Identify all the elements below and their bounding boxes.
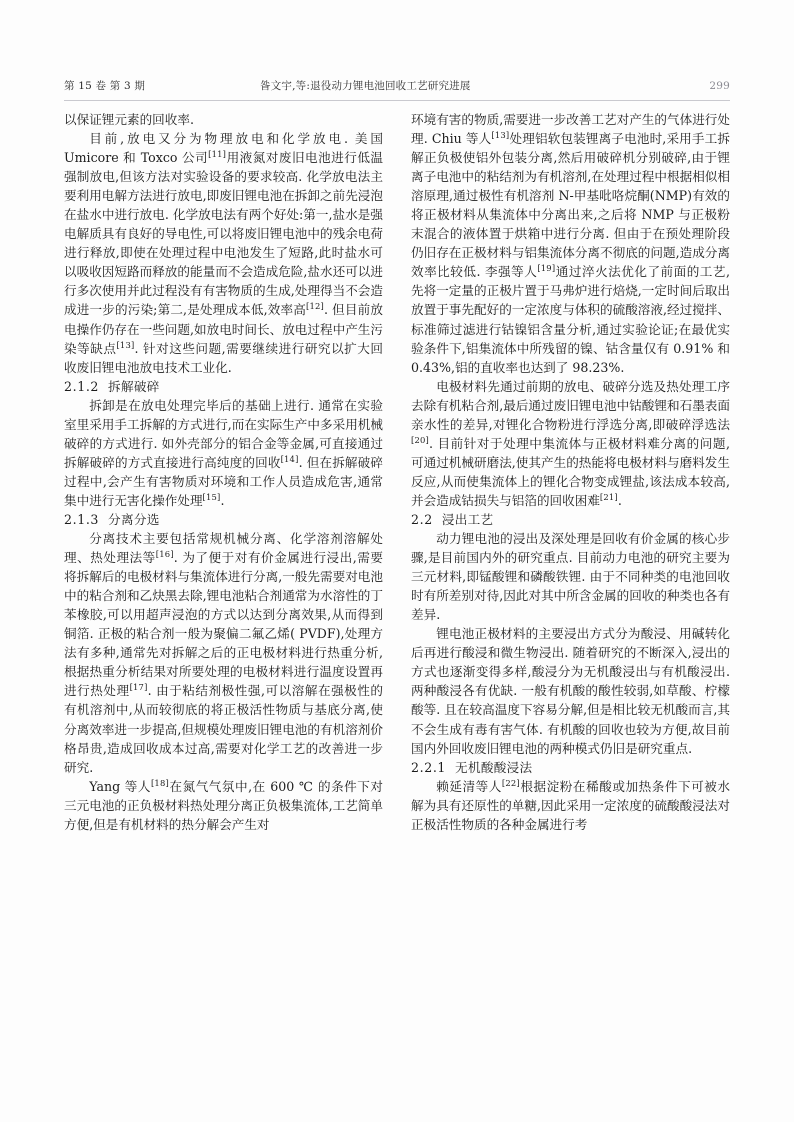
running-head-volume-issue: 第 15 卷 第 3 期 (64, 80, 146, 92)
running-head-article-title: 昝文宇,等:退役动力锂电池回收工艺研究进展 (260, 80, 471, 92)
right-column (411, 110, 730, 834)
body-paragraph: 拆卸是在放电处理完毕后的基础上进行. 通常在实验室里采用手工拆解的方式进行,而在实际生产中多采用机械破碎的方式进行. 如外壳部分的铝合金等金属,可直接通过拆解破碎的方式直接进行高纯度的回收[14]. 但在拆解破碎过程中,会产生有害物质对环境和工作人员造成危害,通常集中进行无害化操作处理[15]. (64, 397, 383, 508)
running-head (64, 78, 730, 96)
body-paragraph: 锂电池正极材料的主要浸出方式分为酸浸、用碱转化后再进行酸浸和微生物浸出. 随着研究的不断深入,浸出的方式也逐渐变得多样,酸浸分为无机酸浸出与有机酸浸出. 两种酸浸各有优缺. 一般有机酸的酸性较弱,如草酸、柠檬酸等. 且在较高温度下容易分解,但是相比较无机酸而言,其不会生成有毒有害气体. 有机酸的回收也较为方便,故目前国内外回收废旧锂电池的两种模式仍旧是研究重点. (411, 626, 730, 756)
page-content-area (64, 78, 730, 834)
citation-marker[interactable]: [12] (306, 301, 325, 312)
section-heading (411, 510, 730, 529)
citation-marker[interactable]: [13] (491, 129, 510, 140)
section-heading (411, 758, 730, 777)
citation-marker[interactable]: [16] (155, 548, 174, 559)
section-number: 2.1.2 (64, 378, 100, 394)
header-rule (64, 100, 730, 101)
citation-marker[interactable]: [14] (280, 453, 299, 464)
body-paragraph: 动力锂电池的浸出及深处理是回收有价金属的核心步骤,是目前国内外的研究重点. 目前动力电池的研究主要为三元材料,即锰酸锂和磷酸铁锂. 由于不同种类的电池回收时有所差别对待,因此对其中所含金属的回收的种类也各有差异. (411, 531, 730, 623)
section-title: 浸出工艺 (441, 511, 494, 527)
citation-marker[interactable]: [13] (116, 339, 135, 350)
citation-marker[interactable]: [18] (150, 777, 169, 788)
body-paragraph: 以保证锂元素的回收率. (64, 112, 194, 127)
citation-marker[interactable]: [20] (411, 434, 429, 445)
section-heading (64, 377, 383, 396)
body-paragraph: 环境有害的物质,需要进一步改善工艺对产生的气体进行处理. Chiu 等人[13]处理铝软包装锂离子电池时,采用手工拆解正负极使铝外包装分离,然后用破碎机分别破碎,由于锂离子电池中的粘结剂为有机溶剂,在处理过程中根据相似相溶原理,通过极性有机溶剂 N-甲基吡咯烷酮(NMP)有效的将正极材料从集流体中分离出来,之后将 NMP 与正极粉末混合的液体置于烘箱中进行分离. 但由于在预处理阶段仍旧存在正极材料与铝集流体分离不彻底的问题,造成分离效率比较低. 李强等人[19]通过淬火法优化了前面的工艺,先将一定量的正极片置于马弗炉进行焙烧,一定时间后取出放置于事先配好的一定浓度与体积的硫酸溶液,经过搅拌、标准筛过滤进行钴镍铝含量分析,通过实验论证;在最优实验条件下,铝集流体中所残留的镍、钴含量仅有 0.91% 和 0.43%,铝的直收率也达到了 98.23%. (411, 112, 730, 375)
citation-marker[interactable]: [11] (208, 148, 227, 159)
section-title: 无机酸酸浸法 (455, 759, 533, 775)
citation-marker[interactable]: [22] (501, 777, 520, 788)
left-column (64, 110, 383, 834)
section-number: 2.2.1 (411, 759, 447, 775)
citation-marker[interactable]: [19] (537, 263, 556, 274)
page-number: 299 (709, 80, 730, 92)
section-number: 2.1.3 (64, 511, 100, 527)
section-title: 分离分选 (108, 511, 160, 527)
body-paragraph: 目前,放电又分为物理放电和化学放电. 美国 Umicore 和 Toxco 公司[11]用液氮对废旧电池进行低温强制放电,但该方法对实验设备的要求较高. 化学放电法主要利用电解方法进行放电,即废旧锂电池在拆卸之前先浸泡在盐水中进行放电. 化学放电法有两个好处:第一,盐水是强电解质具有良好的导电性,可以将废旧锂电池中的残余电荷进行释放,即使在处理过程中电池发生了短路,此时盐水可以吸收因短路而释放的能量而不会造成危险,盐水还可以进行多次使用并此过程没有有害物质的生成,处理得当不会造成进一步的污染;第二,是处理成本低,效率高[12]. 但目前放电操作仍存在一些问题,如放电时间长、放电过程中产生污染等缺点[13]. 针对这些问题,需要继续进行研究以扩大回收废旧锂电池放电技术工业化. (64, 131, 384, 375)
section-heading (64, 510, 383, 529)
citation-marker[interactable]: [15] (202, 491, 221, 502)
body-paragraph: Yang 等人[18]在氮气气氛中,在 600 ℃ 的条件下对三元电池的正负极材料热处理分离正负极集流体,工艺简单方便,但是有机材料的热分解会产生对 (64, 777, 383, 832)
body-paragraph: 电极材料先通过前期的放电、破碎分选及热处理工序去除有机粘合剂,最后通过废旧锂电池中钴酸锂和石墨表面亲水性的差异,对锂化合物粉进行浮选分离,即破碎浮选法[20]. 目前针对于处理中集流体与正极材料难分离的问题,可通过机械研磨法,使其产生的热能将电极材料与磨料发生反应,从而使集流体上的锂化合物变成锂盐,该法成本较高,并会造成钴损失与铝箔的回收困难[21]. (411, 378, 730, 508)
two-column-body (64, 110, 730, 834)
body-paragraph: 分离技术主要包括常规机械分离、化学溶剂溶解处理、热处理法等[16]. 为了便于对有价金属进行浸出,需要将拆解后的电极材料与集流体进行分离,一般先需要对电池中的粘合剂和乙炔黑去除,锂电池粘合剂通常为水溶性的丁苯橡胶,可以用超声浸泡的方式以达到分离效果,从而得到铜箔. 正极的粘合剂一般为聚偏二氟乙烯( PVDF),处理方法有多种,通常先对拆解之后的正电极材料进行热重分析,根据热重分析结果对所要处理的电极材料进行温度设置再进行热处理[17]. 由于粘结剂极性强,可以溶解在强极性的有机溶剂中,从而较彻底的将正极活性物质与基底分离,使分离效率进一步提高,但规模处理废旧锂电池的有机溶剂价格昂贵,造成回收成本过高,需要对化学工艺的改善进一步研究. (64, 531, 384, 775)
citation-marker[interactable]: [21] (599, 491, 618, 502)
citation-marker[interactable]: [17] (129, 682, 148, 693)
section-title: 拆解破碎 (108, 378, 160, 394)
section-number: 2.2 (411, 511, 433, 527)
body-paragraph: 赖延清等人[22]根据淀粉在稀酸或加热条件下可被水解为具有还原性的单糖,因此采用一定浓度的硫酸酸浸法对正极活性物质的各种金属进行考 (411, 777, 731, 832)
